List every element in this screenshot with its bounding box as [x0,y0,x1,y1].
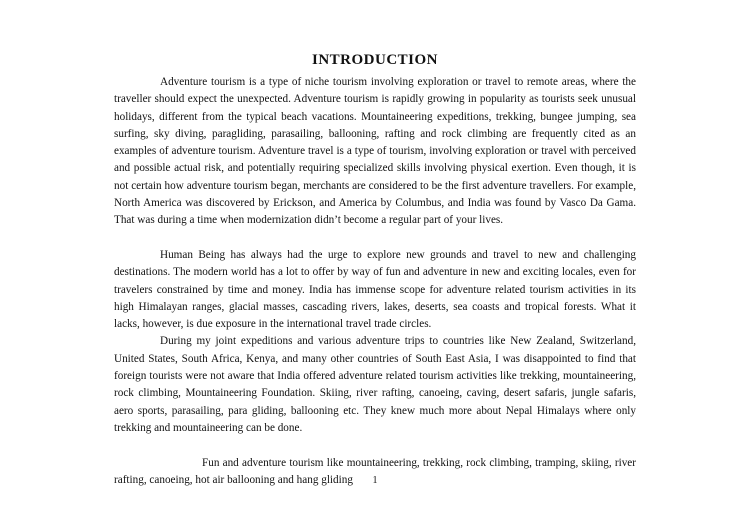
body-text [114,74,636,489]
paragraph-2: Human Being has always had the urge to explore new grounds and travel to new and challenging destinations. The modern world has a lot to offer by way of fun and adventure in new and exciting locales, even for travelers constrained by time and money. India has immense scope for adventure related tourism activities in its high Himalayan ranges, glacial masses, cascading rivers, lakes, deserts, sea coasts and tropical forests. What it lacks, however, is due exposure in the international travel trade circles. [114,248,636,331]
page-number: 1 [372,475,378,486]
paragraph-1: Adventure tourism is a type of niche tourism involving exploration or travel to remote areas, where the traveller should expect the unexpected. Adventure tourism is rapidly growing in popularity as tourists seek unusual holidays, different from the typical beach vacations. Mountaineering expeditions, trekking, bungee jumping, sea surfing, sky diving, paragliding, parasailing, ballooning, rafting and rock climbing are frequently cited as an examples of adventure tourism. Adventure travel is a type of tourism, involving exploration or travel with perceived and possible actual risk, and potentially requiring specialized skills involving physical exertion. Even though, it is not certain how adventure tourism began, merchants are considered to be the first adventure travellers. For example, North America was discovered by Erickson, and America by Columbus, and India was found by Vasco Da Gama. That was during a time when modernization didn’t become a regular part of your lives. [114,76,636,227]
paragraph-3: During my joint expeditions and various adventure trips to countries like New Zealand, Switzerland, United States, South Africa, Kenya, and many other countries of South East Asia, I was disappointed to find that foreign tourists were not aware that India offered adventure related tourism activities like trekking, mountaineering, rock climbing, Mountaineering Foundation. Skiing, river rafting, canoeing, caving, desert safaris, jungle safaris, aero sports, parasailing, para gliding, ballooning etc. They knew much more about Nepal Himalays where only trekking and mountaineering can be done. [114,335,636,434]
paragraph-4: Fun and adventure tourism like mountaineering, trekking, rock climbing, tramping, skiing, river rafting, canoeing, hot air ballooning and hang gliding [114,456,636,486]
page-title: INTRODUCTION [311,52,438,68]
